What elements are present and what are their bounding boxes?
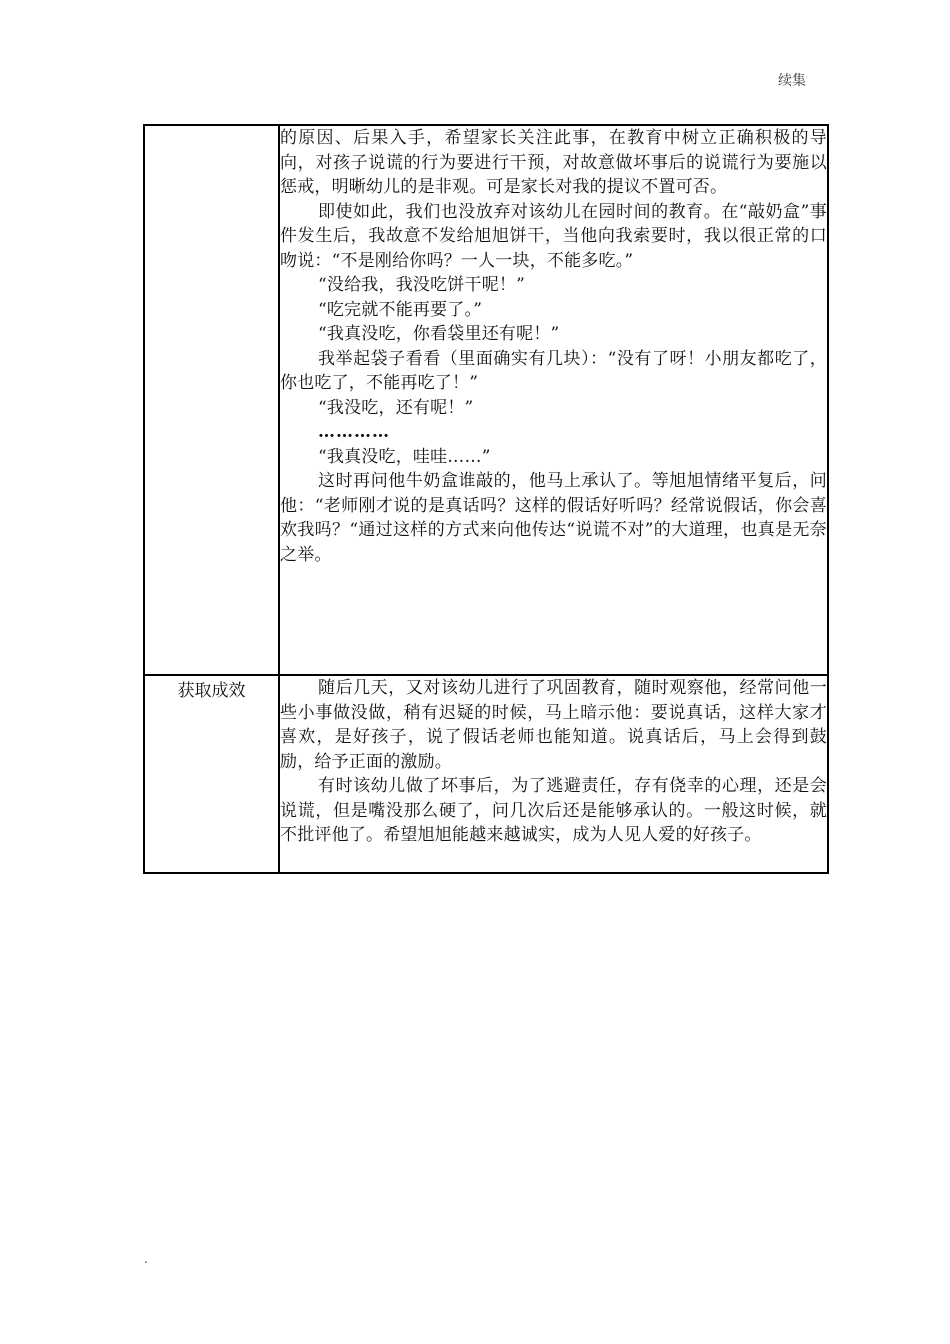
paragraph: 有时该幼儿做了坏事后，为了逃避责任，存有侥幸的心理，还是会说谎，但是嘴没那么硬了，问几次后还是能够承认的。一般这时候，就不批评他了。希望旭旭能越来越诚实，成为人见人爱的好孩子。: [280, 776, 827, 845]
row-content: [279, 675, 828, 873]
footer-mark: .: [144, 1252, 148, 1266]
paragraph: 即使如此，我们也没放弃对该幼儿在园时间的教育。在“敲奶盒”事件发生后，我故意不发给旭旭饼干，当他向我索要时，我以很正常的口吻说：“不是刚给你吗？一人一块，不能多吃。”: [280, 201, 827, 271]
dialogue-line: “吃完就不能再要了。”: [318, 299, 483, 320]
continued-label: 续集: [778, 73, 806, 89]
table-row: [144, 675, 828, 873]
row-label: 获取成效: [144, 675, 279, 873]
dialogue-line: “没给我，我没吃饼干呢！”: [318, 275, 525, 295]
lesson-table: [143, 124, 829, 874]
dialogue-line: “我没吃，还有呢！”: [318, 397, 474, 418]
dialogue-line: “我真没吃，你看袋里还有呢！”: [318, 324, 560, 344]
paragraph: 的原因、后果入手，希望家长关注此事，在教育中树立正确积极的导向，对孩子说谎的行为要进行干预，对故意做坏事后的说谎行为要施以惩戒，明晰幼儿的是非观。可是家长对我的提议不置可否。: [280, 128, 827, 197]
ellipsis-line: …………: [318, 422, 390, 442]
paragraph: 随后几天，又对该幼儿进行了巩固教育，随时观察他，经常问他一些小事做没做，稍有迟疑的时候，马上暗示他：要说真话，这样大家才喜欢，是好孩子，说了假话老师也能知道。说真话后，马上会得到鼓励，给予正面的激励。: [280, 678, 827, 772]
row-content: [279, 125, 828, 675]
row-label-empty: [144, 125, 279, 675]
paragraph: 这时再问他牛奶盒谁敲的，他马上承认了。等旭旭情绪平复后，问他：“老师刚才说的是真话吗？这样的假话好听吗？经常说假话，你会喜欢我吗？“通过这样的方式来向他传达“说谎不对”的大道理，也真是无奈之举。: [280, 471, 827, 565]
table-row: [144, 125, 828, 675]
paragraph: 我举起袋子看看（里面确实有几块）：“没有了呀！小朋友都吃了，你也吃了，不能再吃了！”: [280, 348, 827, 393]
dialogue-line: “我真没吃，哇哇……”: [318, 446, 491, 467]
